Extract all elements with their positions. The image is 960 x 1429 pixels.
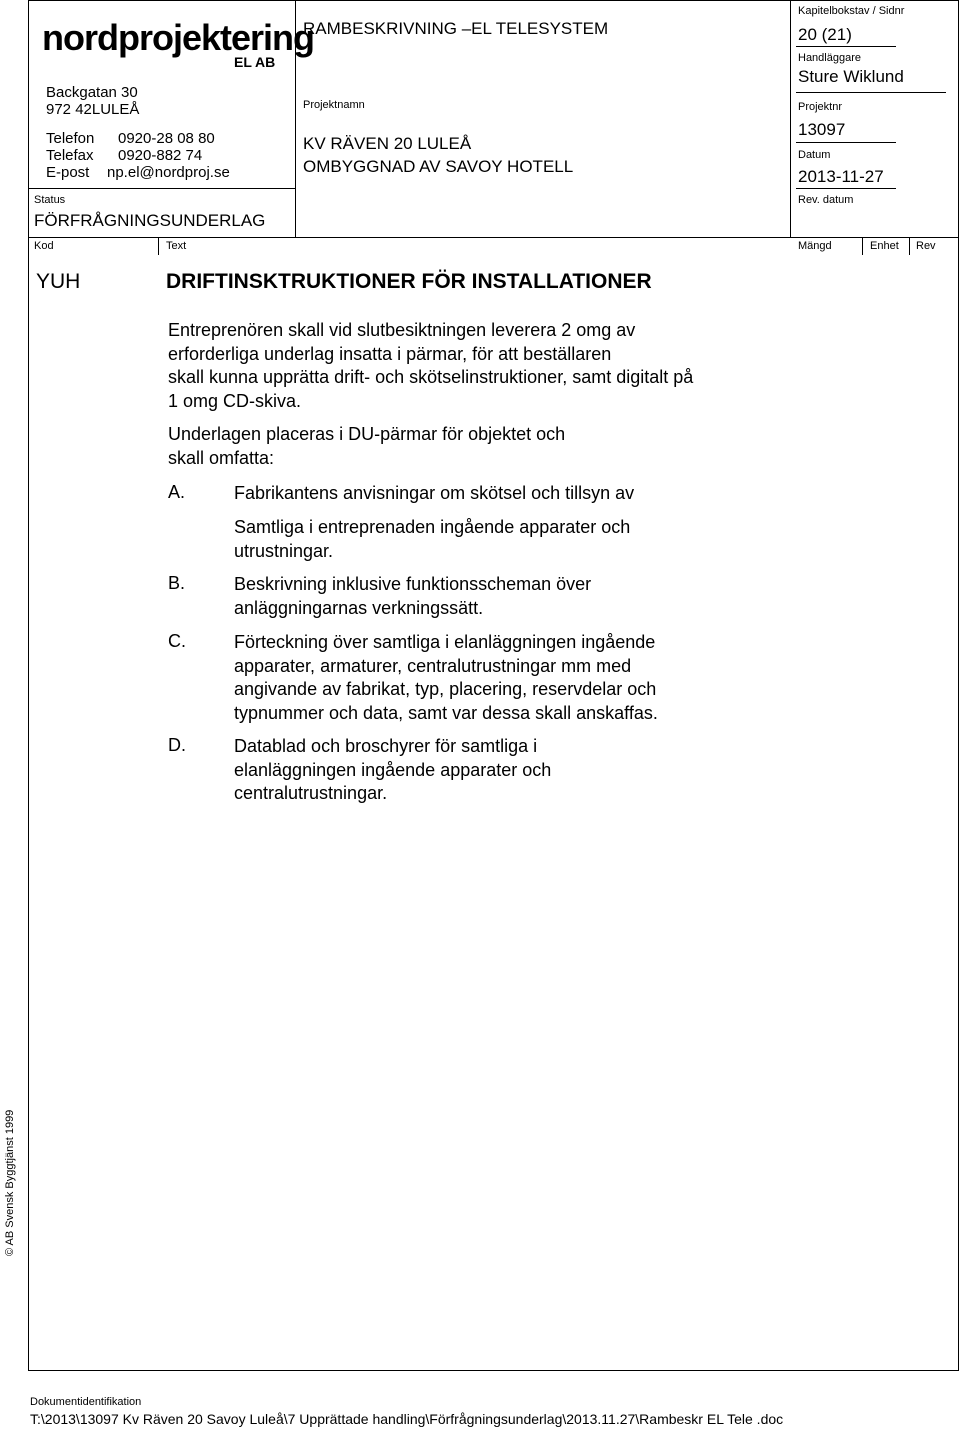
fax-label: Telefax [46,147,94,164]
list-item-letter: D. [168,735,186,755]
list-item-letter: C. [168,631,186,651]
handler-label: Handläggare [798,52,861,64]
intro-line: erforderliga underlag insatta i pärmar, för att beställaren [168,343,612,364]
scope-line: skall omfatta: [168,447,275,468]
list-item-text [234,573,591,620]
list-item-line: typnummer och data, samt var dessa skall anskaffas. [234,702,658,723]
col-header-rev: Rev [916,240,936,252]
intro-line: Entreprenören skall vid slutbesiktningen leverera 2 omg av [168,320,636,340]
company-address-1: Backgatan 30 [46,84,138,101]
intro-line: 1 omg CD-skiva. [168,390,302,411]
project-name-line-2: OMBYGGNAD AV SAVOY HOTELL [303,157,574,176]
col-header-mangd: Mängd [798,240,832,252]
header-bottom-border [28,237,959,238]
list-item-line: angivande av fabrikat, typ, placering, reservdelar och [234,679,657,699]
frame-right-border [958,0,959,1371]
document-title: RAMBESKRIVNING –EL TELESYSTEM [303,19,609,38]
list-item-letter: B. [168,573,186,593]
list-item-line: centralutrustningar. [234,783,388,803]
list-item-text [234,631,658,725]
frame-top-border [28,0,959,1]
status-label: Status [34,194,66,206]
list-item-line: anläggningarnas verkningssätt. [234,597,484,618]
company-logo: nordprojektering [42,17,315,58]
project-name-label: Projektnamn [303,99,365,111]
chapter-underline [796,46,896,47]
project-no-value: 13097 [798,120,846,139]
handler-value: Sture Wiklund [798,67,904,86]
scope-line: Underlagen placeras i DU-pärmar för objektet och [168,424,566,444]
col-divider-enhet [909,237,910,255]
list-item-text [234,516,630,563]
list-item-text [234,482,634,506]
copyright-side-text: © AB Svensk Byggtjänst 1999 [4,1109,16,1256]
list-item-line: Fabrikantens anvisningar om skötsel och tillsyn av [234,483,635,503]
frame-bottom-border [28,1370,959,1371]
scope-paragraph [168,423,565,470]
handler-underline [796,92,946,93]
status-value: FÖRFRÅGNINGSUNDERLAG [34,211,266,230]
list-item-line: Förteckning över samtliga i elanläggningen ingående [234,632,656,652]
col-divider-mangd [862,237,863,255]
list-item-line: Samtliga i entreprenaden ingående apparater och [234,517,631,537]
col-header-enhet: Enhet [870,240,899,252]
col-header-kod: Kod [34,240,54,252]
date-underline [796,188,896,189]
chapter-label: Kapitelbokstav / Sidnr [798,5,905,17]
email-value: np.el@nordproj.se [107,164,230,181]
status-divider [28,188,296,189]
list-item-line: utrustningar. [234,540,334,561]
list-item-line: Beskrivning inklusive funktionsscheman över [234,574,592,594]
list-item-text [234,735,551,806]
frame-left-border [28,0,29,1371]
date-label: Datum [798,149,831,161]
doc-id-label: Dokumentidentifikation [30,1396,142,1408]
col-header-text: Text [166,240,187,252]
company-logo-sub: EL AB [234,54,276,70]
list-item-line: apparater, armaturer, centralutrustningar mm med [234,655,632,676]
section-heading: DRIFTINSKTRUKTIONER FÖR INSTALLATIONER [166,270,652,293]
intro-paragraph [168,319,693,413]
chapter-value: 20 (21) [798,25,852,44]
phone-label: Telefon [46,130,95,147]
date-value: 2013-11-27 [798,167,884,186]
list-item-line: elanläggningen ingående apparater och [234,759,552,780]
intro-line: skall kunna upprätta drift- och skötselinstruktioner, samt digitalt på [168,367,694,387]
email-label: E-post [46,164,90,181]
list-item-letter: A. [168,482,186,502]
project-name-line-1: KV RÄVEN 20 LULEÅ [303,134,472,153]
header-divider-2 [790,0,791,237]
col-divider-kod [158,237,159,255]
doc-id-value: T:\2013\13097 Kv Räven 20 Savoy Luleå\7 Upprättade handling\Förfrågningsunderlag\2013.11.27\Rambeskr EL Tele .doc [30,1411,784,1427]
rev-date-label: Rev. datum [798,194,854,206]
projectno-underline [796,142,896,143]
list-item-line: Datablad och broschyrer för samtliga i [234,736,538,756]
phone-value: 0920-28 08 80 [118,130,215,147]
fax-value: 0920-882 74 [118,147,203,164]
project-no-label: Projektnr [798,101,843,113]
company-address-2: 972 42LULEÅ [46,101,140,118]
section-code: YUH [36,270,81,293]
